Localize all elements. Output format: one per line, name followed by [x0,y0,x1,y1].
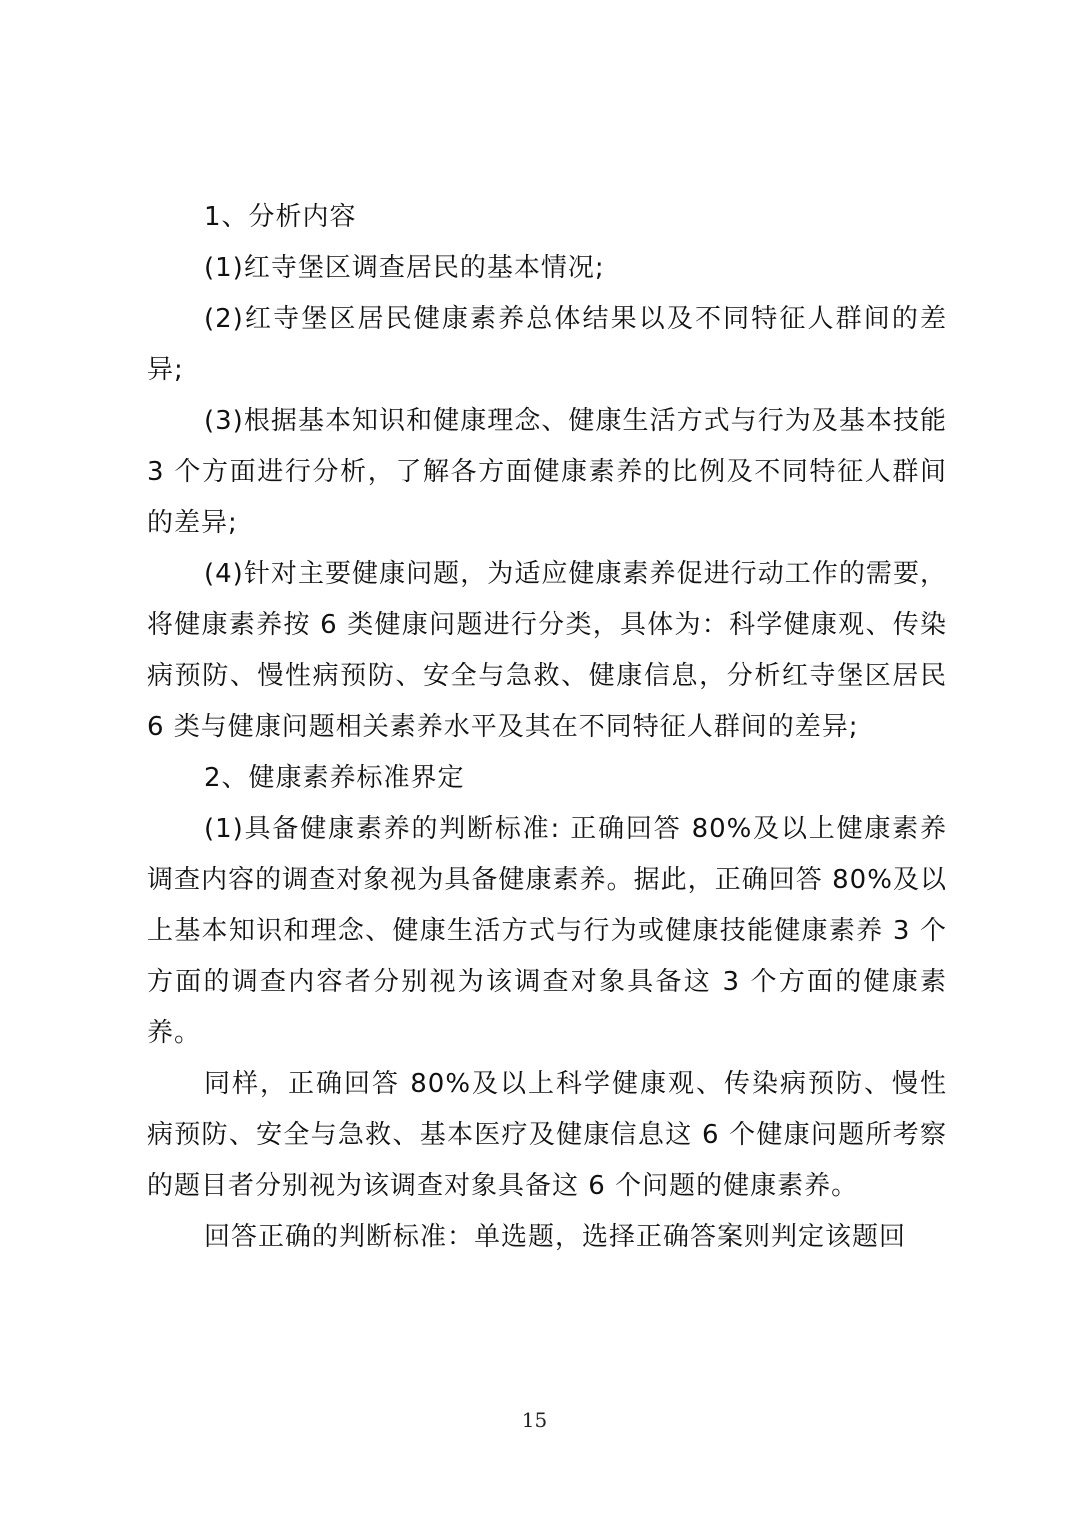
page-number: 15 [521,1408,548,1432]
paragraph-overall-results: (2)红寺堡区居民健康素养总体结果以及不同特征人群间的差异; [147,304,947,385]
paragraph-correct-answer-standard: 回答正确的判断标准：单选题，选择正确答案则判定该题回 [204,1222,907,1252]
section-heading-standard: 2、健康素养标准界定 [204,763,465,793]
section-heading-analysis: 1、分析内容 [204,202,357,232]
paragraph-three-aspects: (3)根据基本知识和健康理念、健康生活方式与行为及基本技能 3 个方面进行分析，了解各方面健康素养的比例及不同特征人群间的差异; [147,406,947,538]
paragraph-six-problems: (4)针对主要健康问题，为适应健康素养促进行动工作的需要，将健康素养按 6 类健康问题进行分类，具体为：科学健康观、传染病预防、慢性病预防、安全与急救、健康信息，分析红寺堡区居民 6 类与健康问题相关素养水平及其在不同特征人群间的差异; [147,559,947,742]
page-body [147,192,947,1263]
paragraph-six-problems-standard: 同样，正确回答 80%及以上科学健康观、传染病预防、慢性病预防、安全与急救、基本医疗及健康信息这 6 个健康问题所考察的题目者分别视为该调查对象具备这 6 个问题的健康素养。 [147,1069,947,1201]
paragraph-judgment-standard: (1)具备健康素养的判断标准: 正确回答 80%及以上健康素养调查内容的调查对象视为具备健康素养。据此，正确回答 80%及以上基本知识和理念、健康生活方式与行为或健康技能健康素养 3 个方面的调查内容者分别视为该调查对象具备这 3 个方面的健康素养。 [147,814,947,1048]
paragraph-basic-info: (1)红寺堡区调查居民的基本情况; [204,253,605,283]
